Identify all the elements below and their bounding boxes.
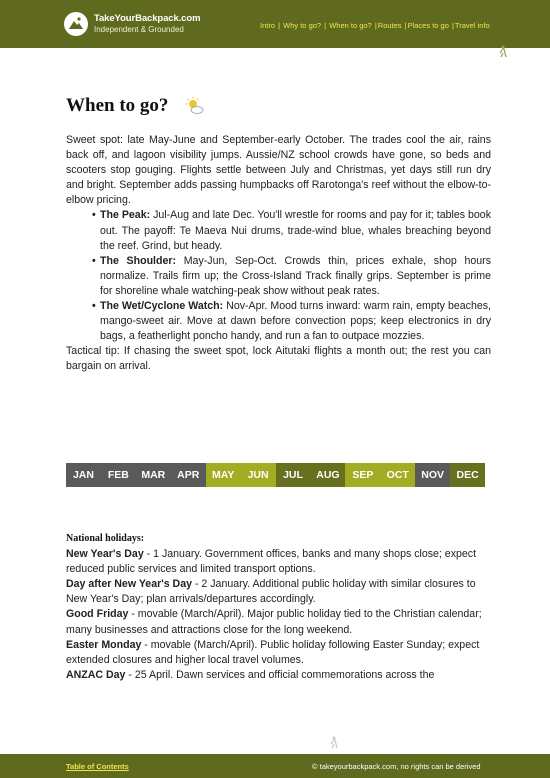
season-text: May-Jun, Sep-Oct. Crowds thin, prices exhale, shop hours normalize. Trails firm up; the Cross-Island Track finally grips. September is prime for shoreline whale watching-peak show without peak rates. (100, 254, 491, 297)
intro-paragraph: Sweet spot: late May-June and September-early October. The trades cool the air, rains back off, and lagoon visibility jumps. Aussie/NZ school crowds have gone, so beds and scooters stop gouging. Flights settle between July and Christmas, yet days still run dry and bright. September adds passing humpbacks off Rarotonga's reef without the elbow-to-elbow pricing. (66, 134, 491, 207)
top-nav: Intro | Why to go? | When to go? |Routes |Places to go |Travel info (260, 21, 490, 30)
season-name: The Peak: (100, 209, 151, 222)
holiday-item (66, 577, 493, 607)
season-item-wet (100, 299, 491, 344)
holiday-name: Good Friday (66, 608, 129, 621)
holidays-title: National holidays: (66, 533, 145, 544)
brand-tagline: Independent & Grounded (94, 25, 184, 34)
nav-places-to-go[interactable]: Places to go (407, 21, 449, 30)
holiday-name: New Year's Day (66, 548, 144, 561)
season-name: The Wet/Cyclone Watch: (100, 300, 224, 313)
national-holidays-section (66, 531, 493, 683)
site-footer (0, 754, 550, 778)
holiday-name: Easter Monday (66, 638, 142, 651)
holiday-text: - 1 January. Government offices, banks and many shops close; expect reduced public services and limited transport options. (66, 548, 477, 576)
table-of-contents-link[interactable]: Table of Contents (66, 762, 129, 771)
brand-name: TakeYourBackpack.com (94, 13, 201, 24)
holiday-item (66, 607, 493, 637)
nav-routes[interactable]: Routes (377, 21, 402, 30)
holiday-name: Day after New Year's Day (66, 578, 192, 591)
season-name: The Shoulder: (100, 254, 176, 267)
when-to-go-section (66, 133, 491, 375)
sun-cloud-icon (185, 96, 205, 116)
month-cell-aug: AUG (310, 463, 345, 487)
holiday-text: - 2 January. Additional public holiday with similar closures to New Year's Day; plan arrivals/departures accordingly. (66, 578, 476, 606)
copyright-text: © takeyourbackpack.com, no rights can be derived (312, 762, 481, 771)
season-list (100, 208, 491, 344)
holiday-text: - movable (March/April). Major public holiday tied to the Christian calendar; many businesses and attractions close for the long weekend. (66, 608, 482, 636)
holiday-text: - 25 April. Dawn services and official commemorations across the (125, 668, 435, 681)
nav-when-to-go[interactable]: When to go? (329, 21, 372, 30)
month-season-bar (66, 463, 485, 487)
holiday-text: - movable (March/April). Public holiday following Easter Sunday; expect extended closures and higher local travel volumes. (66, 638, 480, 666)
tactical-tip: Tactical tip: If chasing the sweet spot, lock Aitutaki flights a month out; the rest you can bargain on arrival. (66, 345, 491, 373)
month-cell-apr: APR (171, 463, 206, 487)
site-header (0, 0, 550, 48)
page-title: When to go? (66, 95, 169, 116)
nav-travel-info[interactable]: Travel info (454, 21, 490, 30)
month-cell-sep: SEP (345, 463, 380, 487)
season-item-shoulder (100, 254, 491, 299)
season-item-peak (100, 208, 491, 253)
holiday-item (66, 668, 493, 683)
nav-why-to-go[interactable]: Why to go? (283, 21, 322, 30)
backpack-logo-icon (67, 15, 85, 33)
month-cell-jun: JUN (241, 463, 276, 487)
hiker-icon (497, 45, 509, 58)
holiday-item (66, 547, 493, 577)
holiday-name: ANZAC Day (66, 668, 126, 681)
month-cell-nov: NOV (415, 463, 450, 487)
hiker-icon (328, 736, 340, 749)
month-cell-jul: JUL (276, 463, 311, 487)
month-cell-may: MAY (206, 463, 241, 487)
month-cell-dec: DEC (450, 463, 485, 487)
season-text: Jul-Aug and late Dec. You'll wrestle for rooms and pay for it; tables book out. The payoff: Te Maeva Nui drums, trade-wind blue, whales breaching beyond the reef. Grind, but heady. (100, 209, 491, 252)
month-cell-jan: JAN (66, 463, 101, 487)
month-cell-feb: FEB (101, 463, 136, 487)
season-text: Nov-Apr. Mood turns inward: warm rain, empty beaches, mango-sweet air. Move at dawn before convection pops; keep electronics in dry bags, a featherlight poncho handy, and run a fan to outpace mozzies. (100, 300, 491, 343)
month-cell-oct: OCT (380, 463, 415, 487)
holiday-item (66, 638, 493, 668)
month-cell-mar: MAR (136, 463, 171, 487)
logo[interactable] (64, 12, 88, 36)
nav-intro[interactable]: Intro (260, 21, 276, 30)
